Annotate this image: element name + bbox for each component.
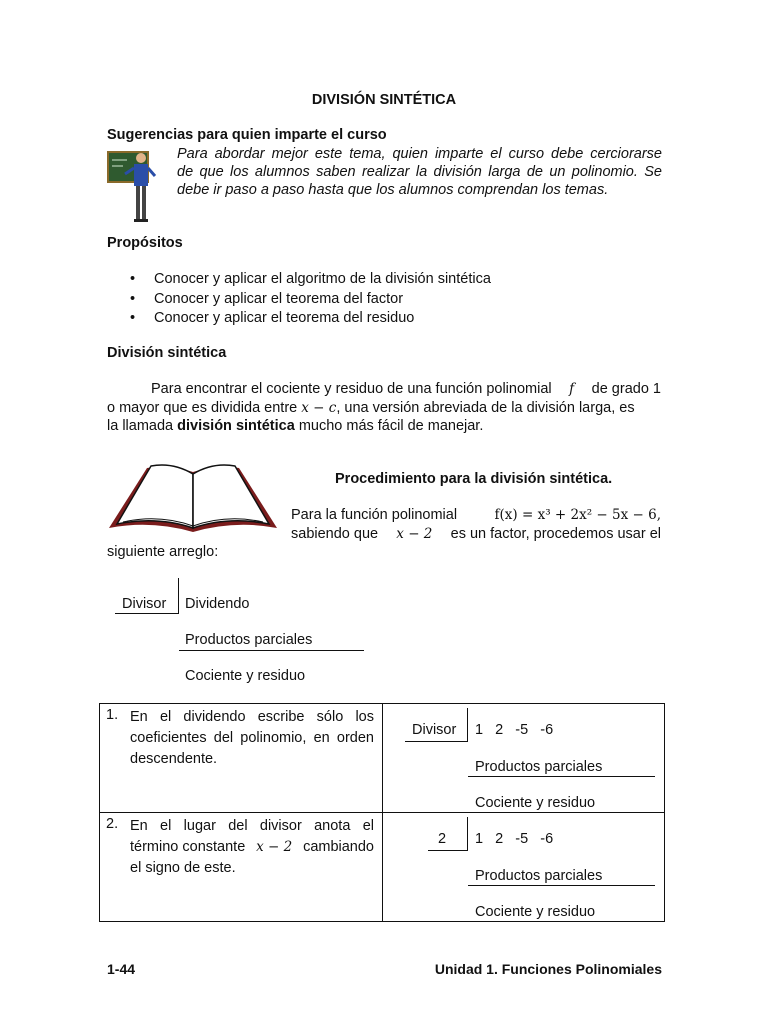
procedure-line-3: siguiente arreglo: bbox=[107, 544, 219, 560]
step-2-coefficients: 1 2 -5 -6 bbox=[475, 831, 554, 847]
purposes-list bbox=[110, 270, 670, 329]
footer-page-number: 1-44 bbox=[107, 961, 136, 977]
step-2-partial: Productos parciales bbox=[475, 868, 603, 884]
step-2-divisor: 2 bbox=[438, 831, 447, 847]
open-book-illustration bbox=[107, 462, 279, 536]
step-1-text-cell bbox=[100, 704, 383, 813]
step-2-line-3: el signo de este. bbox=[130, 860, 236, 876]
step-1-partial: Productos parciales bbox=[475, 759, 603, 775]
step-1-line-3: descendente. bbox=[130, 751, 218, 767]
arrangement-partial: Productos parciales bbox=[185, 632, 313, 648]
step-1-divisor: Divisor bbox=[412, 722, 457, 738]
synthetic-paragraph-line-3: la llamada división sintética mucho más fácil de manejar. bbox=[107, 418, 484, 434]
suggestions-heading: Sugerencias para quien imparte el curso bbox=[107, 127, 387, 143]
steps-table bbox=[99, 703, 665, 922]
synthetic-paragraph-line-1: Para encontrar el cociente y residuo de una función polinomial f de grado 1 bbox=[151, 381, 661, 397]
table-row bbox=[100, 813, 665, 922]
purposes-heading: Propósitos bbox=[107, 235, 183, 251]
step-2-example-cell bbox=[383, 813, 665, 922]
synthetic-heading: División sintética bbox=[107, 345, 227, 361]
arrangement-quotient: Cociente y residuo bbox=[185, 668, 306, 684]
procedure-line-1: Para la función polinomial f(x) = x³ + 2x² − 5x − 6, bbox=[291, 507, 661, 523]
table-row bbox=[100, 704, 665, 813]
step-1-line-1: En el dividendo escribe sólo los bbox=[130, 709, 374, 725]
suggestions-line-3: debe ir paso a paso hasta que los alumnos comprendan los temas. bbox=[177, 182, 609, 198]
purpose-item: • Conocer y aplicar el teorema del residuo bbox=[110, 309, 670, 329]
purpose-item: • Conocer y aplicar el algoritmo de la división sintética bbox=[110, 270, 670, 290]
suggestions-line-2: de que los alumnos saben realizar la división larga de un polinomio. Se bbox=[177, 164, 662, 180]
page-title: DIVISIÓN SINTÉTICA bbox=[311, 92, 457, 108]
step-2-line-2: término constante x − 2 cambiando bbox=[130, 839, 374, 855]
footer-unit-title: Unidad 1. Funciones Polinomiales bbox=[434, 961, 662, 977]
procedure-line-2: sabiendo que x − 2 es un factor, procedemos usar el bbox=[291, 526, 661, 542]
suggestions-line-1: Para abordar mejor este tema, quien imparte el curso debe cerciorarse bbox=[177, 146, 662, 162]
step-number: 2. bbox=[106, 816, 119, 832]
arrangement-dividend: Dividendo bbox=[185, 596, 250, 612]
purpose-item: • Conocer y aplicar el teorema del factor bbox=[110, 290, 670, 310]
step-number: 1. bbox=[106, 707, 119, 723]
partial-underline bbox=[179, 650, 364, 651]
step-2-quotient: Cociente y residuo bbox=[475, 904, 596, 920]
procedure-heading: Procedimiento para la división sintética. bbox=[335, 471, 613, 487]
step-2-partial-underline bbox=[468, 885, 655, 886]
step-1-divisor-bar bbox=[467, 708, 468, 742]
divisor-underline bbox=[115, 613, 178, 614]
arrangement-divisor: Divisor bbox=[122, 596, 167, 612]
step-2-divisor-bar bbox=[467, 817, 468, 851]
step-1-coefficients: 1 2 -5 -6 bbox=[475, 722, 554, 738]
step-1-example-cell bbox=[383, 704, 665, 813]
step-1-divisor-underline bbox=[405, 741, 467, 742]
step-2-line-1: En el lugar del divisor anota el bbox=[130, 818, 374, 834]
synthetic-paragraph-line-2: o mayor que es dividida entre x − c, una versión abreviada de la división larga, es bbox=[107, 400, 635, 416]
step-1-partial-underline bbox=[468, 776, 655, 777]
divisor-vertical-bar bbox=[178, 578, 179, 614]
step-2-text-cell bbox=[100, 813, 383, 922]
step-1-line-2: coeficientes del polinomio, en orden bbox=[130, 730, 374, 746]
step-2-divisor-underline bbox=[428, 850, 467, 851]
step-1-quotient: Cociente y residuo bbox=[475, 795, 596, 811]
teacher-illustration bbox=[107, 146, 167, 226]
